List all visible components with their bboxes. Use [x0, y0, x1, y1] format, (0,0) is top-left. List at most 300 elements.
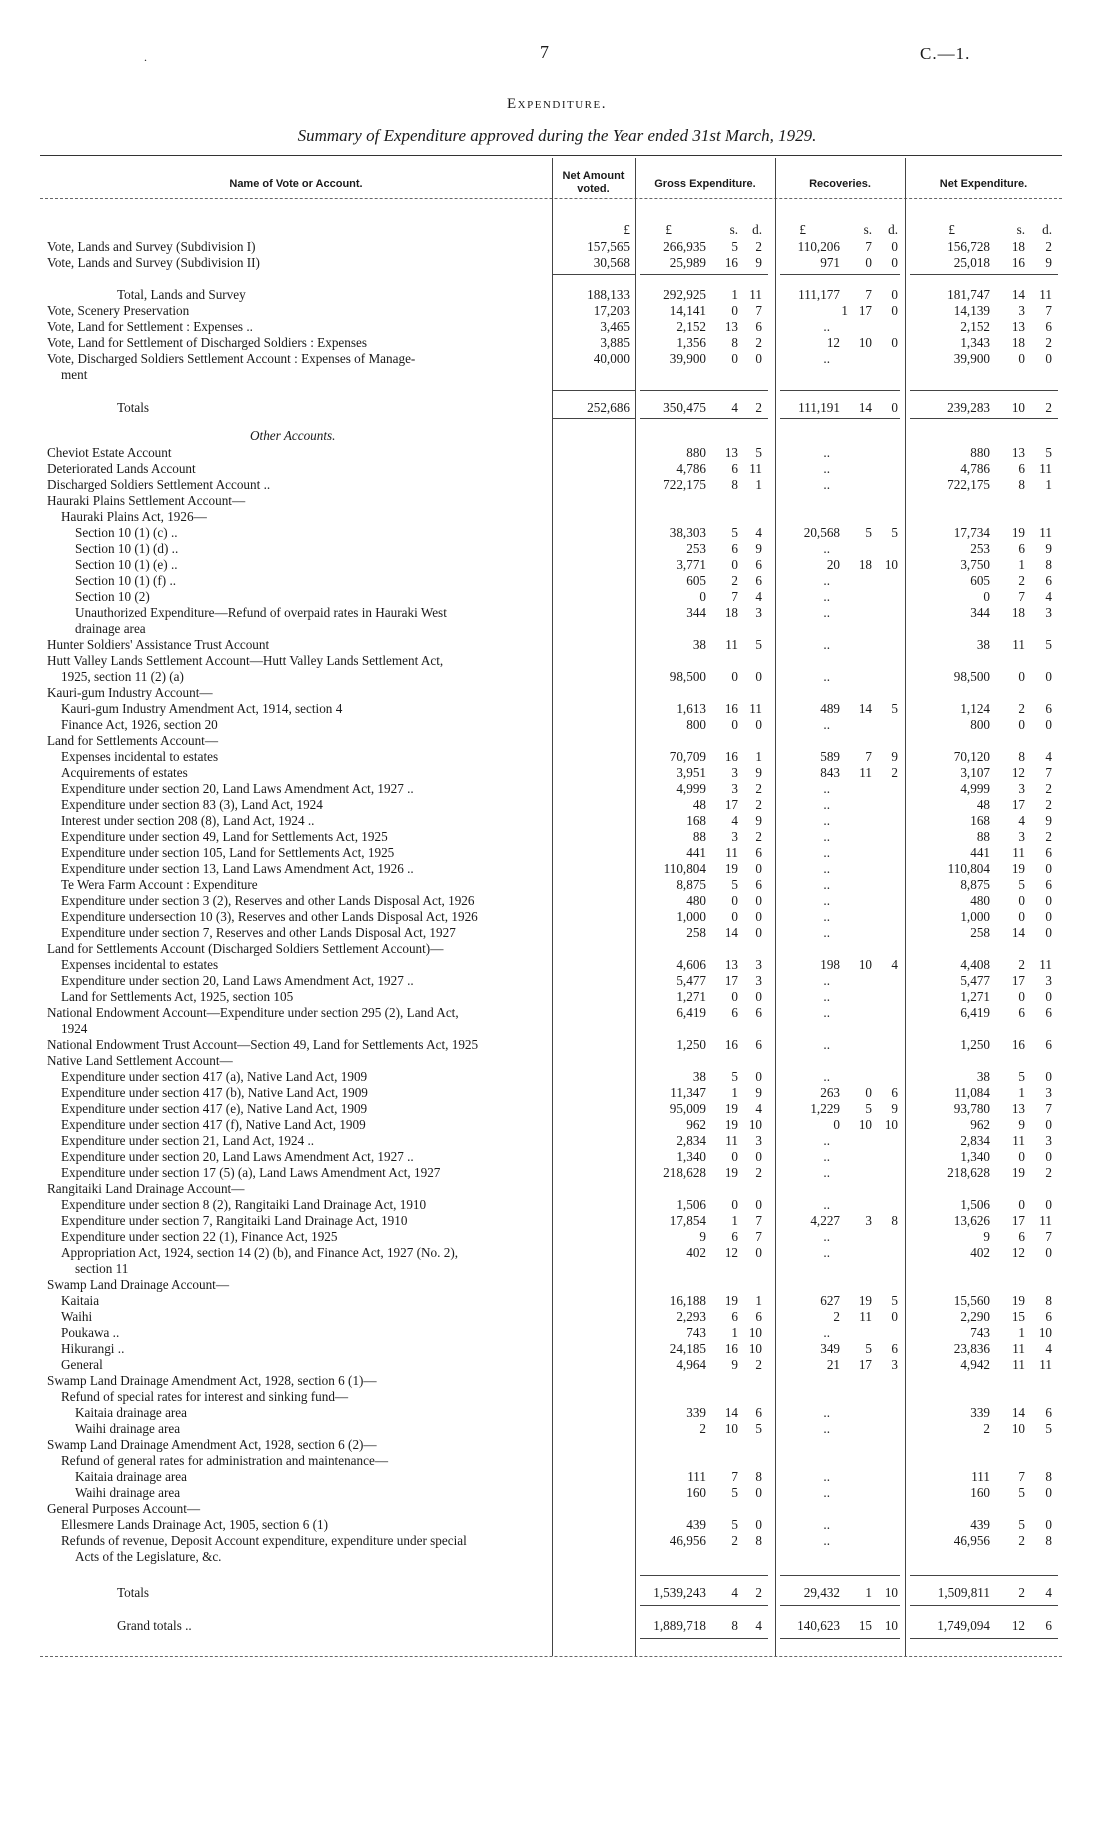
net-shillings-cell: 7 [1018, 1469, 1025, 1484]
net-shillings-cell: 13 [1011, 445, 1025, 460]
net-pounds-cell: 2,834 [960, 1133, 990, 1148]
row-label: Waihi [61, 1309, 93, 1324]
row-label: section 11 [75, 1261, 129, 1276]
net-pounds-cell: 13,626 [953, 1213, 990, 1228]
net-pounds-cell: 439 [970, 1517, 990, 1532]
row-label: Vote, Land for Settlement : Expenses .. [47, 319, 253, 334]
recoveries-pence-cell: 0 [891, 255, 898, 270]
gross-shillings-cell: 13 [724, 445, 738, 460]
table-row [0, 1197, 1114, 1213]
row-label: Other Accounts. [250, 428, 336, 443]
gross-pounds-cell: 0 [699, 589, 706, 604]
gross-pounds-cell: 253 [686, 541, 706, 556]
gross-shillings-cell: 8 [731, 477, 738, 492]
recoveries-pounds-cell: 111,177 [798, 287, 840, 302]
table-row [0, 1405, 1114, 1421]
recoveries-pounds-cell: 1,229 [810, 1101, 840, 1116]
row-label: National Endowment Trust Account—Section 49, Land for Settlements Act, 1925 [47, 1037, 479, 1052]
gross-shillings-cell: 0 [731, 989, 738, 1004]
gross-pounds-cell: 605 [686, 573, 706, 588]
recoveries-nil-cell: .. [823, 589, 830, 604]
row-label: Kaitaia drainage area [75, 1405, 188, 1420]
rule-gt-gross [640, 1605, 768, 1606]
gross-shillings-cell: 8 [731, 1618, 738, 1633]
rule-tot2-rec [780, 418, 900, 419]
net-pence-cell: 0 [1045, 1117, 1052, 1132]
gross-pounds-cell: 1,506 [676, 1197, 706, 1212]
gross-pence-cell: 4 [755, 525, 762, 540]
row-label: Swamp Land Drainage Account— [47, 1277, 230, 1292]
net-pounds-cell: 339 [970, 1405, 990, 1420]
recoveries-nil-cell: .. [823, 845, 830, 860]
gross-shillings-cell: 7 [731, 589, 738, 604]
recoveries-pounds-cell: 4,227 [810, 1213, 840, 1228]
gross-pence-cell: 6 [755, 1005, 762, 1020]
net-shillings-cell: 6 [1018, 461, 1025, 476]
gross-pounds-cell: 17,854 [669, 1213, 706, 1228]
net-pounds-cell: 344 [970, 605, 990, 620]
table-row [0, 1549, 1114, 1565]
gross-pounds-cell: 258 [686, 925, 706, 940]
net-pounds-cell: 4,408 [960, 957, 990, 972]
net-pence-cell: 0 [1045, 717, 1052, 732]
gross-pence-cell: 6 [755, 1037, 762, 1052]
row-label: Land for Settlements Act, 1925, section 105 [61, 989, 294, 1004]
net-pence-cell: 11 [1039, 287, 1052, 302]
recoveries-pence-cell: 8 [891, 1213, 898, 1228]
recoveries-nil-cell: .. [823, 1325, 830, 1340]
gross-shillings-cell: 16 [724, 749, 738, 764]
gross-pence-cell: 7 [755, 1229, 762, 1244]
net-shillings-cell: 0 [1018, 893, 1025, 908]
net-pounds-cell: 39,900 [953, 351, 990, 366]
net-pence-cell: 0 [1045, 1149, 1052, 1164]
recoveries-pounds-cell: 110,206 [797, 239, 840, 254]
net-pence-cell: 6 [1045, 1309, 1052, 1324]
unit-d-gross: d. [752, 222, 762, 237]
recoveries-pounds-cell: 489 [820, 701, 840, 716]
gross-pence-cell: 0 [755, 909, 762, 924]
row-label: Ellesmere Lands Drainage Act, 1905, section 6 (1) [61, 1517, 328, 1532]
recoveries-nil-cell: .. [823, 1133, 830, 1148]
gross-pence-cell: 2 [755, 1357, 762, 1372]
recoveries-nil-cell: .. [823, 351, 830, 366]
table-row [0, 1213, 1114, 1229]
gross-shillings-cell: 3 [731, 765, 738, 780]
row-label: Vote, Discharged Soldiers Settlement Account : Expenses of Manage- [47, 351, 416, 366]
gross-shillings-cell: 1 [731, 1213, 738, 1228]
gross-pounds-cell: 218,628 [663, 1165, 706, 1180]
net-pence-cell: 3 [1045, 1085, 1052, 1100]
gross-pence-cell: 0 [755, 893, 762, 908]
recoveries-shillings-cell: 19 [858, 1293, 872, 1308]
gross-shillings-cell: 11 [725, 637, 738, 652]
gross-shillings-cell: 4 [731, 1585, 738, 1600]
net-shillings-cell: 1 [1018, 1085, 1025, 1100]
recoveries-pounds-cell: 2 [833, 1309, 840, 1324]
net-shillings-cell: 15 [1011, 1309, 1025, 1324]
gross-shillings-cell: 19 [724, 861, 738, 876]
gross-pounds-cell: 9 [699, 1229, 706, 1244]
net-shillings-cell: 12 [1011, 1618, 1025, 1633]
gross-pounds-cell: 24,185 [669, 1341, 706, 1356]
net-shillings-cell: 2 [1018, 1585, 1025, 1600]
recoveries-pounds-cell: 20,568 [803, 525, 840, 540]
gross-pence-cell: 7 [755, 303, 762, 318]
gross-shillings-cell: 19 [724, 1117, 738, 1132]
recoveries-extra-cell: 0 [891, 303, 898, 318]
row-label: Kauri-gum Industry Amendment Act, 1914, section 4 [61, 701, 343, 716]
gross-pounds-cell: 1,889,718 [653, 1618, 706, 1633]
net-pence-cell: 5 [1045, 445, 1052, 460]
gross-pence-cell: 0 [755, 989, 762, 1004]
recoveries-nil-cell: .. [823, 797, 830, 812]
net-pounds-cell: 23,836 [953, 1341, 990, 1356]
gross-pounds-cell: 1,271 [676, 989, 706, 1004]
gross-shillings-cell: 4 [731, 813, 738, 828]
gross-shillings-cell: 18 [724, 605, 738, 620]
table-row [0, 1293, 1114, 1309]
row-label: Vote, Lands and Survey (Subdivision II) [47, 255, 260, 270]
recoveries-nil-cell: .. [823, 1149, 830, 1164]
net-pounds-cell: 110,804 [947, 861, 990, 876]
recoveries-pounds-cell: 263 [820, 1085, 840, 1100]
table-row [0, 1053, 1114, 1069]
recoveries-nil-cell: .. [823, 669, 830, 684]
rule-gt-net [910, 1605, 1058, 1606]
net-shillings-cell: 11 [1012, 1341, 1025, 1356]
recoveries-nil-cell: .. [823, 1229, 830, 1244]
net-pence-cell: 11 [1039, 957, 1052, 972]
table-row [0, 717, 1114, 733]
net-shillings-cell: 5 [1018, 1517, 1025, 1532]
table-row [0, 1229, 1114, 1245]
row-label: Finance Act, 1926, section 20 [61, 717, 218, 732]
row-label: Expenditure under section 21, Land Act, 1924 .. [61, 1133, 315, 1148]
gross-pounds-cell: 439 [686, 1517, 706, 1532]
net-pounds-cell: 2,152 [960, 319, 990, 334]
table-row [0, 829, 1114, 845]
gross-shillings-cell: 14 [724, 1405, 738, 1420]
gross-shillings-cell: 10 [724, 1421, 738, 1436]
recoveries-nil-cell: .. [823, 829, 830, 844]
row-label: Expenditure under section 7, Rangitaiki Land Drainage Act, 1910 [61, 1213, 408, 1228]
gross-pence-cell: 0 [755, 669, 762, 684]
net-pounds-cell: 4,999 [960, 781, 990, 796]
gross-pence-cell: 6 [755, 319, 762, 334]
net-shillings-cell: 13 [1011, 1101, 1025, 1116]
gross-pence-cell: 2 [755, 239, 762, 254]
recoveries-nil-cell: .. [823, 877, 830, 892]
net-shillings-cell: 5 [1018, 1485, 1025, 1500]
gross-pounds-cell: 48 [692, 797, 706, 812]
table-row [0, 925, 1114, 941]
recoveries-nil-cell: .. [823, 1469, 830, 1484]
rule-tot-rec [780, 390, 900, 391]
table-row [0, 477, 1114, 493]
gross-pounds-cell: 39,900 [669, 351, 706, 366]
net-shillings-cell: 11 [1012, 1133, 1025, 1148]
recoveries-pence-cell: 6 [891, 1085, 898, 1100]
gross-shillings-cell: 5 [731, 877, 738, 892]
net-pence-cell: 2 [1045, 797, 1052, 812]
net-pence-cell: 9 [1045, 541, 1052, 556]
net-shillings-cell: 12 [1011, 1245, 1025, 1260]
table-row [0, 973, 1114, 989]
header-net-voted-line1: Net Amount [562, 170, 625, 182]
header-net: Net Expenditure. [939, 178, 1028, 190]
table-row [0, 1261, 1114, 1277]
table-row [0, 1085, 1114, 1101]
gross-shillings-cell: 11 [725, 845, 738, 860]
recoveries-pence-cell: 5 [891, 525, 898, 540]
net-pence-cell: 9 [1045, 255, 1052, 270]
gross-shillings-cell: 0 [731, 669, 738, 684]
net-voted-cell: 40,000 [593, 351, 630, 366]
row-label: Section 10 (2) [75, 589, 150, 604]
gross-shillings-cell: 6 [731, 541, 738, 556]
table-row [0, 400, 1114, 416]
gross-pounds-cell: 38 [692, 637, 706, 652]
row-label: Kauri-gum Industry Account— [47, 685, 213, 700]
row-label: Land for Settlements Account (Discharged Soldiers Settlement Account)— [47, 941, 444, 956]
recoveries-pence-cell: 0 [891, 239, 898, 254]
gross-pounds-cell: 14,141 [669, 303, 706, 318]
gross-shillings-cell: 2 [731, 1533, 738, 1548]
row-label: Expenditure under section 13, Land Laws Amendment Act, 1926 .. [61, 861, 414, 876]
gross-pence-cell: 0 [755, 1149, 762, 1164]
gross-pence-cell: 2 [755, 829, 762, 844]
row-label: Expenditure under section 20, Land Laws Amendment Act, 1927 .. [61, 1149, 414, 1164]
net-shillings-cell: 10 [1011, 1421, 1025, 1436]
recoveries-pence-cell: 5 [891, 701, 898, 716]
gross-shillings-cell: 19 [724, 1165, 738, 1180]
gross-pounds-cell: 1,000 [676, 909, 706, 924]
gross-pounds-cell: 722,175 [663, 477, 706, 492]
net-pounds-cell: 6,419 [960, 1005, 990, 1020]
table-row [0, 1101, 1114, 1117]
gross-shillings-cell: 5 [731, 239, 738, 254]
recoveries-shillings-cell: 1 [841, 303, 848, 318]
net-pounds-cell: 98,500 [953, 669, 990, 684]
gross-pounds-cell: 6,419 [676, 1005, 706, 1020]
table-row [0, 669, 1114, 685]
gross-shillings-cell: 9 [731, 1357, 738, 1372]
unit-s-net: s. [1016, 222, 1025, 237]
gross-pence-cell: 9 [755, 541, 762, 556]
recoveries-nil-cell: .. [823, 781, 830, 796]
row-label: Grand totals .. [117, 1618, 192, 1633]
gross-pounds-cell: 1,356 [676, 335, 706, 350]
gross-shillings-cell: 3 [731, 781, 738, 796]
gross-shillings-cell: 13 [724, 957, 738, 972]
recoveries-shillings-cell: 5 [865, 1341, 872, 1356]
unit-s-gross: s. [729, 222, 738, 237]
recoveries-nil-cell: .. [823, 1005, 830, 1020]
row-label: Kaitaia drainage area [75, 1469, 188, 1484]
gross-pounds-cell: 292,925 [663, 287, 706, 302]
recoveries-nil-cell: .. [823, 461, 830, 476]
net-pence-cell: 0 [1045, 909, 1052, 924]
net-pounds-cell: 4,942 [960, 1357, 990, 1372]
gross-pence-cell: 1 [755, 1293, 762, 1308]
table-row [0, 1021, 1114, 1037]
table-row [0, 557, 1114, 573]
table-row [0, 1325, 1114, 1341]
net-shillings-cell: 14 [1011, 287, 1025, 302]
recoveries-pounds-cell: 971 [820, 255, 840, 270]
table-row [0, 605, 1114, 621]
row-label: Swamp Land Drainage Amendment Act, 1928, section 6 (1)— [47, 1373, 377, 1388]
gross-pounds-cell: 2,293 [676, 1309, 706, 1324]
table-row [0, 989, 1114, 1005]
table-row [0, 303, 1114, 319]
gross-pence-cell: 0 [755, 1517, 762, 1532]
row-label: Land for Settlements Account— [47, 733, 219, 748]
net-shillings-cell: 16 [1011, 1037, 1025, 1052]
net-shillings-cell: 12 [1011, 765, 1025, 780]
row-label: National Endowment Account—Expenditure under section 295 (2), Land Act, [47, 1005, 459, 1020]
gross-pounds-cell: 3,951 [676, 765, 706, 780]
net-pence-cell: 11 [1039, 461, 1052, 476]
gross-shillings-cell: 6 [731, 1229, 738, 1244]
gross-shillings-cell: 0 [731, 1197, 738, 1212]
row-label: Vote, Land for Settlement of Discharged Soldiers : Expenses [47, 335, 367, 350]
row-label: Expenditure under section 8 (2), Rangitaiki Land Drainage Act, 1910 [61, 1197, 427, 1212]
net-pence-cell: 0 [1045, 925, 1052, 940]
net-pence-cell: 0 [1045, 1485, 1052, 1500]
net-pounds-cell: 8,875 [960, 877, 990, 892]
table-row [0, 877, 1114, 893]
row-label: Expenditure under section 20, Land Laws Amendment Act, 1927 .. [61, 973, 414, 988]
recoveries-shillings-cell: 1 [865, 1585, 872, 1600]
row-label: Vote, Scenery Preservation [47, 303, 190, 318]
gross-pence-cell: 5 [755, 445, 762, 460]
gross-pence-cell: 3 [755, 1133, 762, 1148]
row-label: Deteriorated Lands Account [47, 461, 196, 476]
rule-ot-net [910, 1575, 1058, 1576]
table-row [0, 797, 1114, 813]
gross-pounds-cell: 11,347 [670, 1085, 706, 1100]
row-label: 1925, section 11 (2) (a) [61, 669, 184, 684]
net-pounds-cell: 722,175 [947, 477, 990, 492]
recoveries-pence-cell: 3 [891, 1357, 898, 1372]
net-shillings-cell: 17 [1011, 1213, 1025, 1228]
recoveries-pence-cell: 0 [891, 287, 898, 302]
gross-pence-cell: 11 [749, 287, 762, 302]
net-pounds-cell: 0 [983, 589, 990, 604]
net-shillings-cell: 8 [1018, 749, 1025, 764]
recoveries-pence-cell: 10 [884, 1585, 898, 1600]
table-bottom-rule [40, 1656, 1062, 1657]
net-shillings-cell: 5 [1018, 877, 1025, 892]
gross-pounds-cell: 1,539,243 [653, 1585, 706, 1600]
gross-pounds-cell: 480 [686, 893, 706, 908]
recoveries-nil-cell: .. [823, 1037, 830, 1052]
recoveries-pence-cell: 9 [891, 749, 898, 764]
net-pounds-cell: 46,956 [953, 1533, 990, 1548]
row-label: Expenditure undersection 10 (3), Reserves and other Lands Disposal Act, 1926 [61, 909, 478, 924]
net-pence-cell: 8 [1045, 1469, 1052, 1484]
net-pence-cell: 5 [1045, 637, 1052, 652]
row-label: Hutt Valley Lands Settlement Account—Hutt Valley Lands Settlement Act, [47, 653, 444, 668]
table-row [0, 1389, 1114, 1405]
recoveries-pounds-cell: 627 [820, 1293, 840, 1308]
rule-gt2-net [910, 1638, 1058, 1639]
header-gross: Gross Expenditure. [654, 178, 756, 190]
row-label: Swamp Land Drainage Amendment Act, 1928, section 6 (2)— [47, 1437, 377, 1452]
net-pence-cell: 11 [1039, 525, 1052, 540]
recoveries-shillings-cell: 7 [865, 749, 872, 764]
net-pounds-cell: 88 [976, 829, 990, 844]
net-shillings-cell: 16 [1011, 255, 1025, 270]
net-pounds-cell: 743 [970, 1325, 990, 1340]
table-row [0, 765, 1114, 781]
net-pence-cell: 0 [1045, 1245, 1052, 1260]
gross-pounds-cell: 4,964 [676, 1357, 706, 1372]
net-pounds-cell: 1,000 [960, 909, 990, 924]
net-pence-cell: 4 [1045, 589, 1052, 604]
row-label: General Purposes Account— [47, 1501, 201, 1516]
gross-shillings-cell: 1 [731, 287, 738, 302]
table-row [0, 1117, 1114, 1133]
recoveries-nil-cell: .. [823, 909, 830, 924]
gross-pence-cell: 5 [755, 1421, 762, 1436]
recoveries-shillings-cell: 5 [865, 1101, 872, 1116]
net-pence-cell: 8 [1045, 1533, 1052, 1548]
net-pounds-cell: 15,560 [953, 1293, 990, 1308]
table-row [0, 287, 1114, 303]
row-label: Expenses incidental to estates [61, 957, 219, 972]
row-label: Waihi drainage area [75, 1485, 181, 1500]
unit-pound-rec: £ [799, 222, 806, 237]
recoveries-pence-cell: 0 [891, 335, 898, 350]
row-label: Section 10 (1) (d) .. [75, 541, 179, 556]
net-pence-cell: 0 [1045, 861, 1052, 876]
row-label: Expenditure under section 417 (b), Native Land Act, 1909 [61, 1085, 368, 1100]
gross-pounds-cell: 38,303 [669, 525, 706, 540]
table-row [0, 1277, 1114, 1293]
net-shillings-cell: 0 [1018, 1149, 1025, 1164]
row-label: Acquirements of estates [61, 765, 188, 780]
table-row [0, 1149, 1114, 1165]
net-pence-cell: 3 [1045, 973, 1052, 988]
gross-shillings-cell: 5 [731, 1069, 738, 1084]
recoveries-pence-cell: 9 [891, 1101, 898, 1116]
net-pence-cell: 1 [1045, 477, 1052, 492]
net-pounds-cell: 253 [970, 541, 990, 556]
gross-pence-cell: 2 [755, 797, 762, 812]
net-pounds-cell: 168 [970, 813, 990, 828]
row-label: Refunds of revenue, Deposit Account expenditure, expenditure under special [61, 1533, 467, 1548]
net-pence-cell: 9 [1045, 813, 1052, 828]
table-row [0, 653, 1114, 669]
gross-shillings-cell: 1 [731, 1325, 738, 1340]
table-row [0, 733, 1114, 749]
unit-pound-net: £ [948, 222, 955, 237]
table-row [0, 1341, 1114, 1357]
net-pounds-cell: 38 [976, 1069, 990, 1084]
table-row [0, 909, 1114, 925]
net-pounds-cell: 1,250 [960, 1037, 990, 1052]
recoveries-shillings-cell: 7 [865, 239, 872, 254]
header-net-voted-line2: voted. [577, 183, 610, 195]
row-label: Waihi drainage area [75, 1421, 181, 1436]
recoveries-nil-cell: .. [823, 1533, 830, 1548]
net-pounds-cell: 402 [970, 1245, 990, 1260]
net-pounds-cell: 17,734 [953, 525, 990, 540]
gross-shillings-cell: 5 [731, 525, 738, 540]
